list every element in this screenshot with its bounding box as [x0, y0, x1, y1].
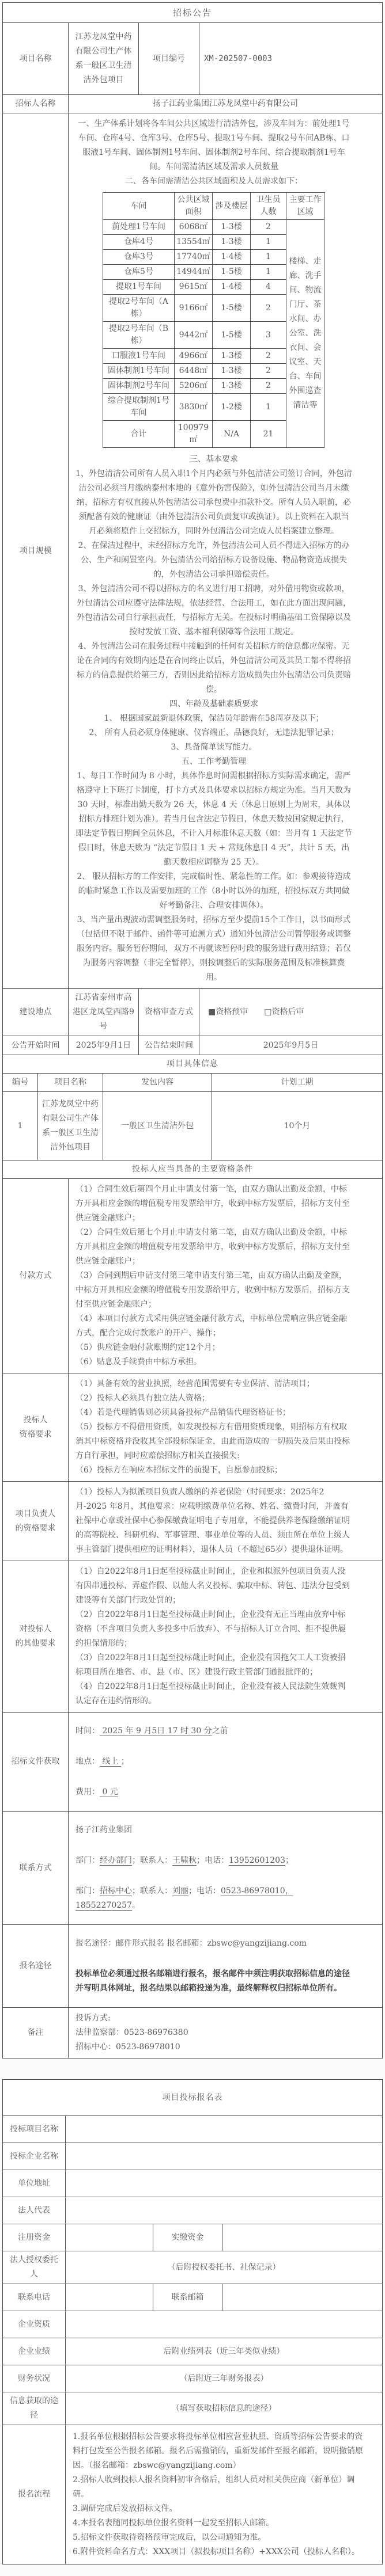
other-requirement-item: （4）自2022年8月1日起至投标截止时间止，企业没有被人民法院生效裁判认定存在违约情形的。: [76, 1682, 346, 1706]
row-info-headers: [3, 1073, 382, 1091]
scale-paragraph: 四、年龄及基础素质要求: [169, 699, 258, 709]
bid-company-name-label: 投标企业名称: [10, 2151, 58, 2161]
other-requirements-label-line1: 对投标人: [19, 1624, 52, 1634]
other-requirements-label-line2: 的其他要求: [15, 1639, 56, 1648]
company-address-label: 单位地址: [18, 2178, 50, 2188]
pm-qualification-label-line1: 项目负责人: [15, 1509, 56, 1519]
workshop-area-cell: 9615㎡: [175, 280, 213, 295]
signup-flow-step: 3.调研完成后发放招标文件。: [73, 2504, 178, 2513]
info-content: 一般区卫生清洁外包: [103, 1092, 212, 1160]
other-requirements-label: [3, 1561, 68, 1712]
doc-fetch-place-suffix: ；: [120, 1757, 129, 1766]
bidder-qualification-item: （4）若是代理销售则必须具备投标产品销售代理资格证书；: [76, 1408, 290, 1417]
scale-paragraph: 三、基本要求: [190, 455, 238, 464]
doc-fetch-place-value: 线上: [100, 1757, 121, 1766]
row-company-qualification: [3, 2311, 382, 2338]
bidder-qualification-content: [68, 1373, 382, 1481]
contact-line-2: [76, 1884, 352, 1913]
other-requirement-item: （3）自2022年8月1日起至投标截止时间止，企业没有因拖欠工人工资被招标项目所在地省、市、县（市、区）建设行政主管部门通报批评的；: [76, 1653, 346, 1677]
contact2-dept-label: 部门：: [76, 1886, 100, 1896]
workshop-header-name: 车间: [103, 193, 175, 220]
scale-paragraph: 二、各车间需清洁公共区域面积及人员需求如下：: [125, 177, 303, 186]
form-title: 项目投标报名表: [162, 2092, 223, 2102]
announce-end-label: 公告结束时间: [138, 1036, 199, 1055]
row-bidder-qualification: [3, 1373, 382, 1481]
row-capital: [3, 2224, 382, 2251]
row-signup-flow: [3, 2425, 382, 2564]
payment-item: （4）本项目付款方式采用供应链金融付款方式，中标单位需响应供应链金融方式，配合完成付款账户的开户、操作；: [76, 1314, 347, 1338]
workshop-floors-cell: 1-5楼: [213, 295, 251, 322]
section-project-info: 项目具体信息: [167, 1059, 218, 1068]
row-company-performance: [3, 2338, 382, 2365]
info-header-name: 项目名称: [37, 1074, 103, 1091]
doc-fetch-time-label: 时间：: [76, 1726, 100, 1736]
workshop-staff-cell: 3: [251, 322, 286, 349]
tenderer-name-value: 扬子江药业集团江苏龙凤堂中药有限公司: [68, 95, 382, 113]
company-address-input[interactable]: [65, 2170, 382, 2197]
bidder-qualification-item: （1）具备有效的营业执照，经营范围需要有专业保洁、清洁项目；: [76, 1379, 315, 1388]
bid-project-name-input[interactable]: [65, 2116, 382, 2143]
registered-capital-label: 注册资金: [18, 2232, 50, 2242]
workshop-name-cell: 仓库5号: [103, 265, 175, 280]
workshop-area-cell: 4966㎡: [175, 349, 213, 364]
company-performance-value: 后附业绩列表（近三年类似业绩）: [65, 2338, 382, 2365]
company-qualification-label: 企业资质: [18, 2319, 50, 2329]
signup-flow-step: 4.本报名表随同投标单位报名资料一起发至招标人邮箱。: [73, 2518, 274, 2528]
row-info-data: [3, 1091, 382, 1160]
workshop-area-cell: 5206㎡: [175, 379, 213, 394]
paid-capital-label: 实缴资金: [153, 2224, 222, 2251]
contact-email-label: 联系邮箱: [153, 2284, 222, 2311]
scale-paragraph: 一、生产体系计划将各车间公共区域进行清洁外包，涉及车间为：前处理1号车间、仓库4号、仓库3号、仓库5号、提取1号车间、提取2号车间AB栋、口服液1号车间、固体制剂1号车间、固体制剂2号车间、综合提取制剂1号车间。车间需清洁区域及需求人员数量: [78, 119, 350, 172]
workshop-name-cell: 固体制剂1号车间: [103, 364, 175, 379]
location-value: 江苏省泰州市高港区龙凤堂西路9号: [68, 989, 138, 1036]
workshop-floors-cell: 1-2楼: [213, 394, 251, 421]
bidder-qualification-item: （6）投标方在响应本招标文件的前提下，自愿参加投标；: [76, 1466, 282, 1475]
workshop-floors-cell: 1-3楼: [213, 220, 251, 235]
info-header-duration: 计划工期: [212, 1074, 382, 1091]
project-name-value: 江苏龙凤堂中药有限公司生产体系一般区卫生清洁外包项目: [68, 23, 138, 94]
contact-company: 扬子江药业集团: [76, 1825, 132, 1835]
contact-phone-input[interactable]: [65, 2284, 153, 2311]
other-requirement-item: （2）自2022年8月1日起至投标截止时间止，企业没有无正当理由放弃中标资格（不含项目负责人多投多中后放弃）、不与招标人订立合同、拒不提供履约担保情形的；: [76, 1610, 346, 1648]
doc-fetch-fee-line: [76, 1785, 118, 1799]
workshop-floors-cell: 1-3楼: [213, 364, 251, 379]
contact-dept-label: 部门：: [76, 1856, 100, 1865]
workshop-name-cell: 合计: [103, 421, 175, 448]
paid-capital-input[interactable]: [222, 2224, 382, 2251]
row-contact-phone-email: [3, 2284, 382, 2311]
contact-dept-value: 经办部门: [100, 1856, 132, 1865]
row-section-project-info: [3, 1055, 382, 1073]
project-scale-content: [68, 113, 382, 988]
workshop-name-cell: 固体制剂2号车间: [103, 379, 175, 394]
doc-fetch-place-label: 地点：: [76, 1757, 100, 1766]
row-remark: [3, 2007, 382, 2058]
workshop-staff-cell: 1: [251, 235, 286, 250]
contact-phone-label: ；电话：: [197, 1856, 229, 1865]
workshop-floors-cell: N/A: [213, 421, 251, 448]
contact-line-1: [76, 1854, 293, 1868]
contact-label: 联系方式: [19, 1863, 52, 1873]
row-bid-project-name: [3, 2115, 382, 2143]
contact-phone-value: 13952601203: [229, 1856, 285, 1865]
scale-paragraph: 3、当产量出现波动需调整服务时，招标方至少提前15个工作日，以书面形式（包括但不限于邮件、函件等可追溯方式）通知外包清洁公司暂停服务或调整服务内容。服务暂停期间，双方不再就该暂停时段的服务进行费用结算；若仅为服务内容调整（非完全暂停），则按调整后的实际服务范围及标准核算费用。: [77, 915, 351, 982]
announce-start-label: 公告开始时间: [11, 1040, 60, 1050]
remark-content: [68, 2008, 382, 2058]
row-other-requirements: [3, 1561, 382, 1712]
scale-paragraph: 1、每日工作时间为 8 小时，具体作息时间需根据招标方实际需求确定，需严格遵守上下班打卡制度，打卡方式及具体要求以招标方规定为准。当月天数为 30 天时，标准出勤天数为 26 天，休息 4 天（休息日原则上为周末，具体以招标方排班计划为准）。若当月包含法定节假日，休息天数按国家规定执行，即法定节假日期间全员休息，不计入月标准休息天数（如：当月有 1 天法定节假日时，休息天数为 “法定节假日 1 天 + 常规休息日 4 天”，共计 5 天，出勤天数相应调整为 25 天）。: [76, 771, 352, 867]
scale-paragraphs-before: [76, 117, 352, 189]
row-signup-channel: [3, 1924, 382, 2007]
info-header-content: 发包内容: [103, 1074, 212, 1091]
workshop-name-cell: 前处理1号车间: [103, 220, 175, 235]
row-authorized-agent: [3, 2251, 382, 2284]
workshop-header-floors: 涉及楼层: [213, 193, 251, 220]
bidder-qualification-label-line1: 投标人: [23, 1415, 48, 1425]
workshop-floors-cell: 1-3楼: [213, 235, 251, 250]
contact2-phone-label: ；电话：: [188, 1886, 221, 1896]
legal-representative-input[interactable]: [65, 2197, 382, 2224]
workshop-name-cell: 口服液1号车间: [103, 349, 175, 364]
tenderer-name-label: 招标人名称: [15, 99, 56, 108]
info-source-value: （填写获取招标信息的途径）: [65, 2392, 382, 2425]
remark-line: 法律监察部：0523-86976380: [76, 2028, 188, 2037]
qualification-review-checkboxes: ■资格预审 □资格后审: [199, 989, 382, 1036]
scale-paragraph: 3、具备简单读写能力。: [171, 743, 257, 752]
tender-document: [2, 2, 383, 2564]
qualification-review-label: 资格审查方式: [138, 989, 199, 1036]
signup-notice: 投标单位必须通过报名邮箱进行报名，报名邮件中须注明获取招标信息的途径并写明具体网址，报名结果以邮箱投递为准，最终解释权归招标单位所有。: [76, 1969, 350, 1993]
table-gap: [2, 2058, 383, 2079]
payment-item: （5）供应链金融付款账期约定12个月；: [76, 1343, 220, 1352]
bidder-qualification-label-line2: 资格要求: [19, 1429, 52, 1439]
workshop-name-cell: 仓库3号: [103, 250, 175, 265]
doc-fetch-fee-label: 费用：: [76, 1787, 100, 1797]
authorized-agent-value: （后附授权委托书、社保记录）: [65, 2251, 382, 2284]
row-project-name: [3, 22, 382, 94]
workshop-area-cell: 6068㎡: [175, 220, 213, 235]
bidder-qualification-label: [3, 1373, 68, 1481]
row-form-title: [3, 2080, 382, 2115]
workshop-name-cell: 综合提取制剂1号车间: [103, 394, 175, 421]
location-label: 建设地点: [19, 1007, 52, 1017]
info-name: 江苏龙凤堂中药有限公司生产体系一般区卫生清洁外包项目: [37, 1092, 103, 1160]
announce-start-value: 2025年9月1日: [68, 1036, 138, 1055]
signup-channel-content: [68, 1925, 382, 2007]
scale-paragraph: 五、工作考勤管理: [182, 757, 246, 766]
row-location: [3, 988, 382, 1036]
section-qualification: 投标人应当具备的主要资格条件: [132, 1165, 253, 1174]
contact-line2-end: 。: [131, 1901, 140, 1910]
registered-capital-input[interactable]: [65, 2224, 153, 2251]
contact2-phone-value: 0523-86978010， 18552270257: [76, 1886, 293, 1910]
remark-label: 备注: [27, 2028, 44, 2037]
contact-email-input[interactable]: [222, 2284, 382, 2311]
other-requirements-content: [68, 1561, 382, 1712]
scale-paragraph: 4、外包清洁公司在服务过程中接触到的任何有关招标方的信息都应保密。无论在合同的有效期内还是在合同终止以后，外包清洁公司及其员工都不得将招标方的信息提供给第三方，否则因此给招标方造成损失由外包清洁公司负责赔偿。: [77, 642, 351, 694]
pm-qualification-content: [68, 1482, 382, 1561]
financial-status-label: 财务状况: [18, 2373, 50, 2383]
project-code-value: XM-202507-0003: [199, 23, 382, 94]
authorized-agent-label: 法人授权委托人: [10, 2255, 58, 2279]
project-scale-label: 项目规模: [19, 546, 52, 555]
workshop-area-cell: 6448㎡: [175, 364, 213, 379]
workshop-area-cell: 17740㎡: [175, 250, 213, 265]
signup-flow-step: 1.报名单位根据招标公告要求将投标单位相应营业执照、资质等招标公告要求的资料打包发至公告报名邮箱。报名后需撤销的，重新发邮件至报名邮箱，说明撤销原因。（报名邮箱：zbswc@yangzijiang.com）: [73, 2432, 363, 2470]
payment-item: （1）合同生效后第四个月止申请支付第一笔，由双方确认出勤及金额，中标方开具相应金额的增值税专用发票给甲方，收到中标方发票后，招标方支付至供应链金融账户；: [76, 1185, 350, 1223]
workshop-area-cell: 13554㎡: [175, 235, 213, 250]
contact2-person-value: 刘丽: [172, 1886, 188, 1896]
workshop-name-cell: 提取2号车间（B栋）: [103, 322, 175, 349]
contact2-person-label: ；联系人：: [132, 1886, 172, 1896]
announcement-title: 招标公告: [172, 7, 212, 18]
other-requirement-item: （1）自2022年8月1日起至投标截止时间止，企业和拟派外包项目负责人没有因串通投标、弄虚作假、以他人名义投标、骗取中标、转包、违法分包受到建设等有关部门行政处罚的；: [76, 1567, 350, 1605]
remark-line: 投诉方式:: [76, 2014, 111, 2023]
contact-person-label: ；联系人：: [132, 1856, 172, 1865]
workshop-header-workarea: 主要工作区域: [286, 193, 324, 220]
workshop-main-work-area: 楼梯、走廊、洗手间、物流门厅、茶水间、办公室、洗衣间、会议室、天台、车间外围巡查清洁等: [286, 220, 324, 448]
row-announce-dates: [3, 1036, 382, 1055]
workshop-floors-cell: 1-5楼: [213, 265, 251, 280]
signup-flow-label: 报名流程: [18, 2490, 50, 2499]
workshop-name-cell: 提取2号车间（A栋）: [103, 295, 175, 322]
info-duration: 10个月: [212, 1092, 382, 1160]
workshop-staff-cell: 2: [251, 295, 286, 322]
payment-item: （2）合同生效后第七个月止申请支付第二笔，由双方确认出勤及金额，中标方开具相应金额的增值税专用发票给甲方，收到中标方发票后，招标方支付至供应链金融账户；: [76, 1228, 350, 1266]
page: [0, 2, 385, 2564]
row-section-qualification: [3, 1160, 382, 1178]
workshop-staff-cell: 2: [251, 220, 286, 235]
bidder-qualification-item: （5）投标方不得借用资质，如发现投标方有借用资质现象，则招标方有权取消其中标资格并没收其全部投标保证金，由此而造成的一切损失及后果由投标方自行承担，同时应赔偿招标方相关直接损失:: [76, 1422, 350, 1460]
legal-representative-label: 法人代表: [18, 2205, 50, 2215]
workshop-staff-cell: 2: [251, 349, 286, 364]
payment-item: （3）合同到期后申请支付第三笔申请支付第三笔，由双方确认出勤及金额，中标方开具相应金额的增值税专用发票给甲方，收到中标方发票后，招标方支付至供应链金融账户；: [76, 1271, 350, 1309]
doc-fetch-content: [68, 1713, 382, 1811]
contact-content: [68, 1812, 382, 1924]
payment-item: （6）贴息及手续费由中标方承担。: [76, 1357, 202, 1367]
scale-paragraph: 2、在保洁过程中，未经招标方允许，外包清洁公司人员不得进入招标方的办公、生产和闲置室内。外包清洁公司给招标方设备设施、物品物资造成损失的，外包清洁公司承担赔偿责任。: [78, 541, 350, 579]
workshop-name-cell: 仓库4号: [103, 235, 175, 250]
workshop-floors-cell: 1-4楼: [213, 250, 251, 265]
workshop-area-cell: 9442㎡: [175, 322, 213, 349]
workshop-area-cell: 100979㎡: [175, 421, 213, 448]
bidder-qualification-item: （2）投标人必须具有独立法人资格；: [76, 1394, 210, 1403]
workshop-staff-cell: 1: [251, 394, 286, 421]
remark-line: 招标中心：0523-86978010: [76, 2042, 180, 2052]
signup-email-line: 报名途径：邮件形式报名 报名邮箱：zbswc@yangzijiang.com: [76, 1939, 307, 1948]
pm-qualification-label: [3, 1482, 68, 1561]
pm-qualification-label-line2: 的资格要求: [15, 1523, 56, 1533]
row-project-scale: [3, 113, 382, 988]
company-performance-label: 企业业绩: [18, 2346, 50, 2356]
row-bid-company-name: [3, 2143, 382, 2170]
signup-flow-content: [65, 2425, 382, 2564]
row-title: [3, 3, 382, 22]
workshop-staff-cell: 1: [251, 250, 286, 265]
tender-announcement-table: [2, 2, 383, 2058]
workshop-floors-cell: 1-3楼: [213, 349, 251, 364]
contact-person-value: 王啸秋: [172, 1856, 197, 1865]
scale-paragraph: 1、 根据国家最新退休政策，保洁员年龄需在58周岁及以下；: [104, 714, 324, 723]
row-tenderer-name: [3, 94, 382, 113]
row-contact: [3, 1811, 382, 1924]
signup-flow-step: 6.附件资料命名方式：XXX项目（拟投标项目名称）+XXX公司（投标人名称）。: [73, 2547, 360, 2556]
workshop-table: [103, 192, 325, 448]
row-payment: [3, 1178, 382, 1373]
scale-paragraphs-after: [76, 452, 352, 985]
scale-paragraph: 2、 所有人员必须身体健康、仪容端正、品德良好，无违法犯罪记录；: [89, 728, 339, 737]
workshop-name-cell: 提取1号车间: [103, 280, 175, 295]
workshop-header-area: 公共区域面积: [175, 193, 213, 220]
company-qualification-input[interactable]: [65, 2311, 382, 2338]
payment-label: 付款方式: [19, 1271, 52, 1280]
workshop-area-cell: 3830㎡: [175, 394, 213, 421]
contact-line1-end: ；: [285, 1856, 293, 1865]
contact2-dept-value: 招标中心: [100, 1886, 132, 1896]
row-company-address: [3, 2170, 382, 2197]
workshop-area-cell: 9166㎡: [175, 295, 213, 322]
info-no: 1: [17, 1121, 23, 1131]
announce-end-value: 2025年9月5日: [199, 1036, 382, 1055]
scale-paragraph: 2、 服从招标方的工作安排，完成临时性、紧急性的工作。如：参观接待造成的临时紧急工作以及需要加班的工作（8小时以外的加班，招投标双方共同做好考勤备注、合理安排调休）。: [77, 872, 351, 910]
info-header-no: 编号: [12, 1078, 28, 1087]
workshop-area-cell: 14944㎡: [175, 265, 213, 280]
doc-fetch-place-line: [76, 1755, 129, 1769]
doc-fetch-time-suffix: 之前: [212, 1726, 228, 1736]
row-financial-status: [3, 2365, 382, 2392]
workshop-staff-cell: 2: [251, 364, 286, 379]
project-name-label: 项目名称: [19, 54, 52, 63]
project-code-label: 项目编号: [138, 23, 199, 94]
signup-flow-step: 2.招标人收到投标人报名资料初审合格后，组织人员对相关供应商（新单位）调研。: [73, 2475, 355, 2499]
doc-fetch-label: 招标文件获取: [11, 1757, 60, 1766]
workshop-staff-cell: 4: [251, 280, 286, 295]
doc-fetch-time-line: [76, 1724, 228, 1738]
workshop-staff-cell: 2: [251, 379, 286, 394]
workshop-floors-cell: 1-5楼: [213, 322, 251, 349]
row-legal-representative: [3, 2197, 382, 2224]
financial-status-value: （后附近三年财务报表）: [65, 2365, 382, 2392]
pm-qualification-item: （1）投标人为拟派项目负责人缴纳的养老保险（时间要求：2025年2月-2025 年8月，其他要求：应载明缴费单位名称、姓名、缴费时间，并盖有社保中心章或社保中心参保缴费证明电子专用章，不能提供养老保险缴纳证明的高等院校、科研机构、军事管理、事业单位等的人员、须由所在单位上级人事主管部门提供相应的证明材料），退休人员（不超过65岁）提供退休证明。: [76, 1487, 350, 1554]
row-info-source: [3, 2392, 382, 2425]
doc-fetch-fee-value: 0 元: [100, 1787, 118, 1797]
payment-content: [68, 1179, 382, 1373]
row-doc-fetch: [3, 1712, 382, 1811]
scale-paragraph: 3、外包清洁公司不得以招标方的名义进行用工招聘，对外借用物资或款项，外包清洁公司应遵守法律法规，依法经营、合法用工，如在此方面出现问题，外包清洁公司自行承担责任，与招标方无关。在投标时明确基础工资保障以及按时发放工资、基本福利保障等合法用工规定。: [77, 584, 351, 637]
scale-paragraph: 1、外包清洁公司所有人员入职1个月内必须与外包清洁公司签订合同，外包清洁公司必须当月缴纳泰州本地的《意外伤害保险》，如外包清洁公司当月未缴纳，招标方有权直接从外包清洁公司承包费中扣款补交。所有人员入职前，必须配备有效的健康证（由外包清洁公司负责复审或换证）。以上资料在入职当月必须将原件上交招标方，同时外包清洁公司完成人员档案建立整理。: [76, 469, 352, 536]
contact-phone-label: 联系电话: [18, 2292, 50, 2302]
doc-fetch-time-value: 2025 年 9 月5日 17 时 30 分: [100, 1726, 212, 1736]
workshop-floors-cell: 1-3楼: [213, 379, 251, 394]
workshop-staff-cell: 1: [251, 265, 286, 280]
bid-signup-form-table: [2, 2079, 383, 2564]
row-pm-qualification: [3, 1481, 382, 1561]
signup-channel-label: 报名途径: [19, 1961, 52, 1970]
workshop-header-staff: 卫生员人数: [251, 193, 286, 220]
bid-project-name-label: 投标项目名称: [10, 2124, 58, 2134]
workshop-staff-cell: 21: [251, 421, 286, 448]
info-source-label: 信息获取的途径: [10, 2396, 58, 2420]
signup-flow-step: 5.招标文件获取待资格预审完成后，以公司通知为准。: [73, 2533, 266, 2542]
bid-company-name-input[interactable]: [65, 2143, 382, 2170]
workshop-floors-cell: 1-4楼: [213, 280, 251, 295]
